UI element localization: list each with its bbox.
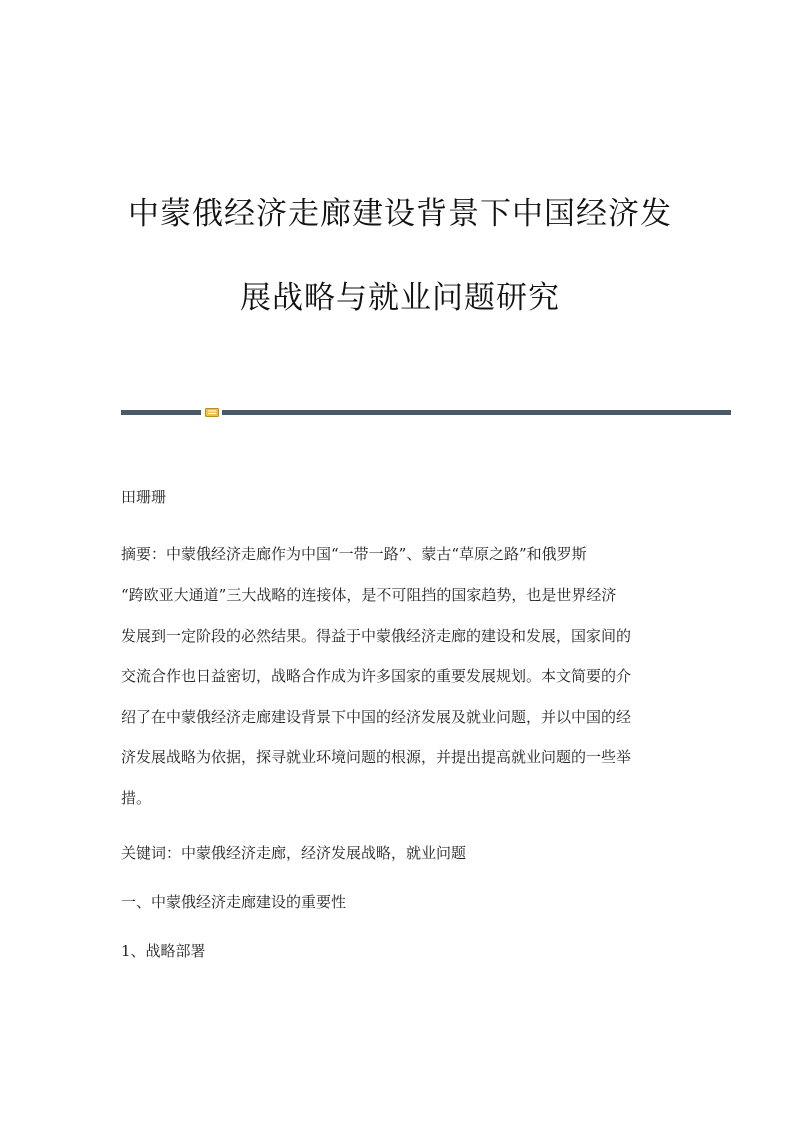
title-divider (121, 408, 731, 416)
divider-bar-left (121, 410, 201, 415)
abstract-line: 措。 (121, 789, 152, 807)
abstract-line: 摘要：中蒙俄经济走廊作为中国“一带一路”、蒙古“草原之路”和俄罗斯 (121, 545, 587, 563)
book-icon (205, 408, 219, 417)
abstract-line: 发展到一定阶段的必然结果。得益于中蒙俄经济走廊的建设和发展，国家间的 (121, 627, 632, 645)
keywords-line: 关键词：中蒙俄经济走廊，经济发展战略，就业问题 (121, 844, 467, 862)
divider-bar-right (222, 410, 731, 415)
abstract-line: “跨欧亚大通道”三大战略的连接体，是不可阻挡的国家趋势，也是世界经济 (121, 586, 617, 604)
section-heading: 一、中蒙俄经济走廊建设的重要性 (121, 893, 347, 911)
document-title-line-2: 展战略与就业问题研究 (240, 280, 560, 316)
author-name: 田珊珊 (121, 488, 167, 506)
document-title-line-1: 中蒙俄经济走廊建设背景下中国经济发 (128, 196, 672, 232)
subsection-heading: 1、战略部署 (121, 942, 206, 960)
abstract-line: 济发展战略为依据，探寻就业环境问题的根源，并提出提高就业问题的一些举 (121, 748, 632, 766)
abstract-line: 绍了在中蒙俄经济走廊建设背景下中国的经济发展及就业问题，并以中国的经 (121, 708, 632, 726)
abstract-line: 交流合作也日益密切，战略合作成为许多国家的重要发展规划。本文简要的介 (121, 667, 632, 685)
